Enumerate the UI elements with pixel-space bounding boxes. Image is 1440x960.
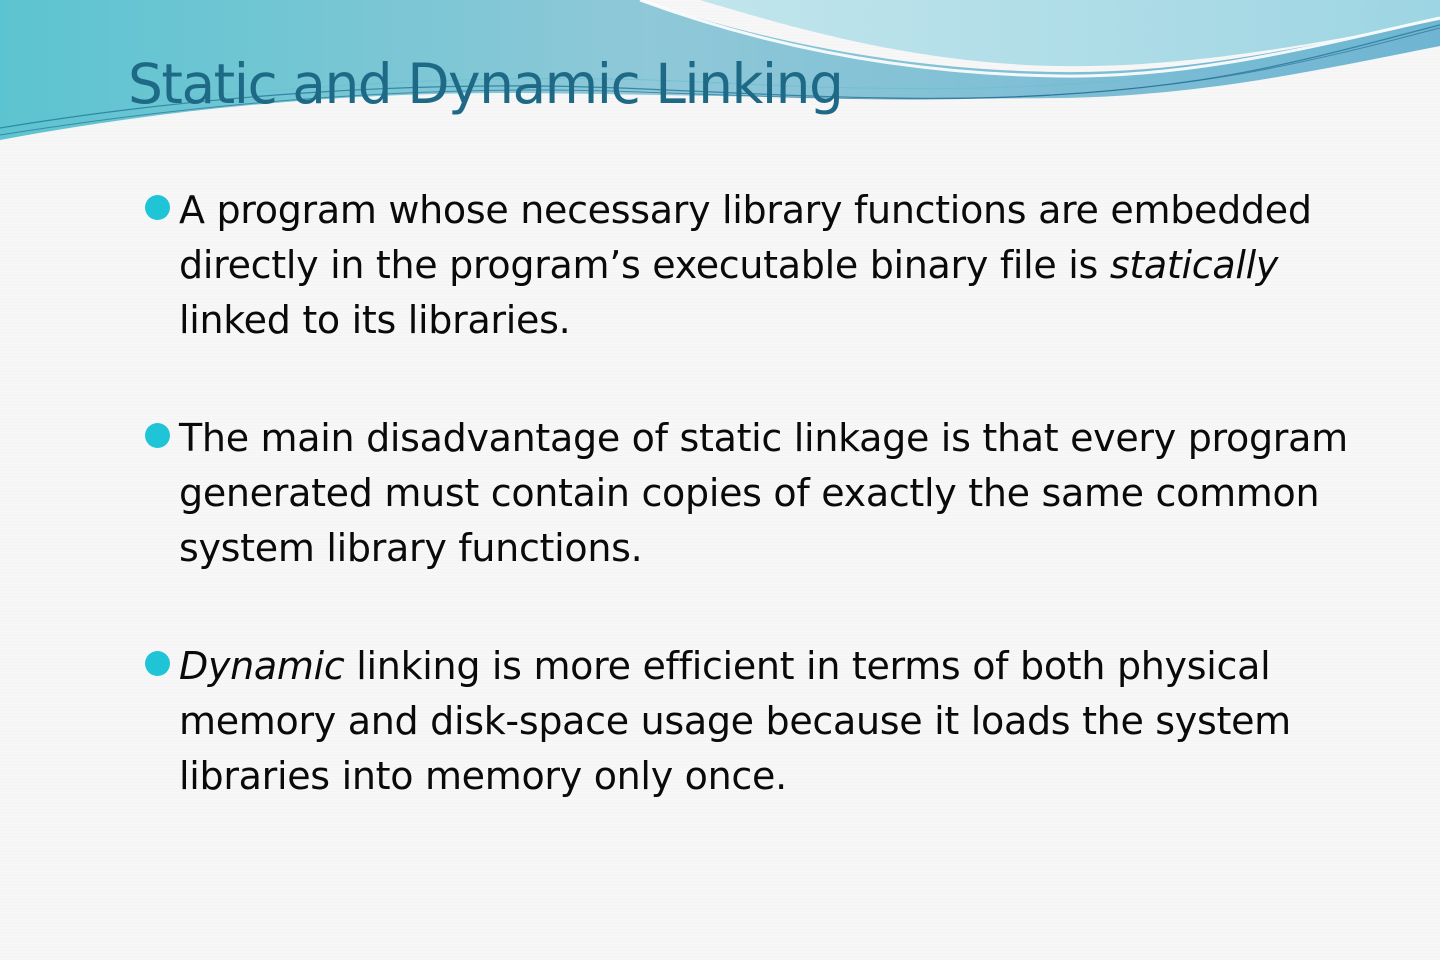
bullet-dot-icon bbox=[145, 423, 170, 448]
bullet-emphasis: statically bbox=[1109, 243, 1279, 287]
bullet-dot-icon bbox=[145, 195, 170, 220]
bullet-text: linked to its libraries. bbox=[179, 298, 571, 342]
bullet-list bbox=[140, 183, 1380, 867]
slide-title: Static and Dynamic Linking bbox=[128, 52, 843, 116]
bullet-item-dynamic-linking bbox=[140, 639, 1380, 804]
bullet-item-static-linking bbox=[140, 183, 1380, 348]
bullet-text: A program whose necessary library functions are embedded directly in the program’s executable binary file is bbox=[179, 188, 1312, 287]
bullet-text: The main disadvantage of static linkage is that every program generated must contain copies of exactly the same common system library functions. bbox=[179, 416, 1348, 570]
bullet-emphasis: Dynamic bbox=[179, 644, 345, 688]
bullet-dot-icon bbox=[145, 651, 170, 676]
bullet-item-static-disadvantage bbox=[140, 411, 1380, 576]
bullet-text: linking is more efficient in terms of both physical memory and disk-space usage because it loads the system libraries into memory only once. bbox=[179, 644, 1291, 798]
